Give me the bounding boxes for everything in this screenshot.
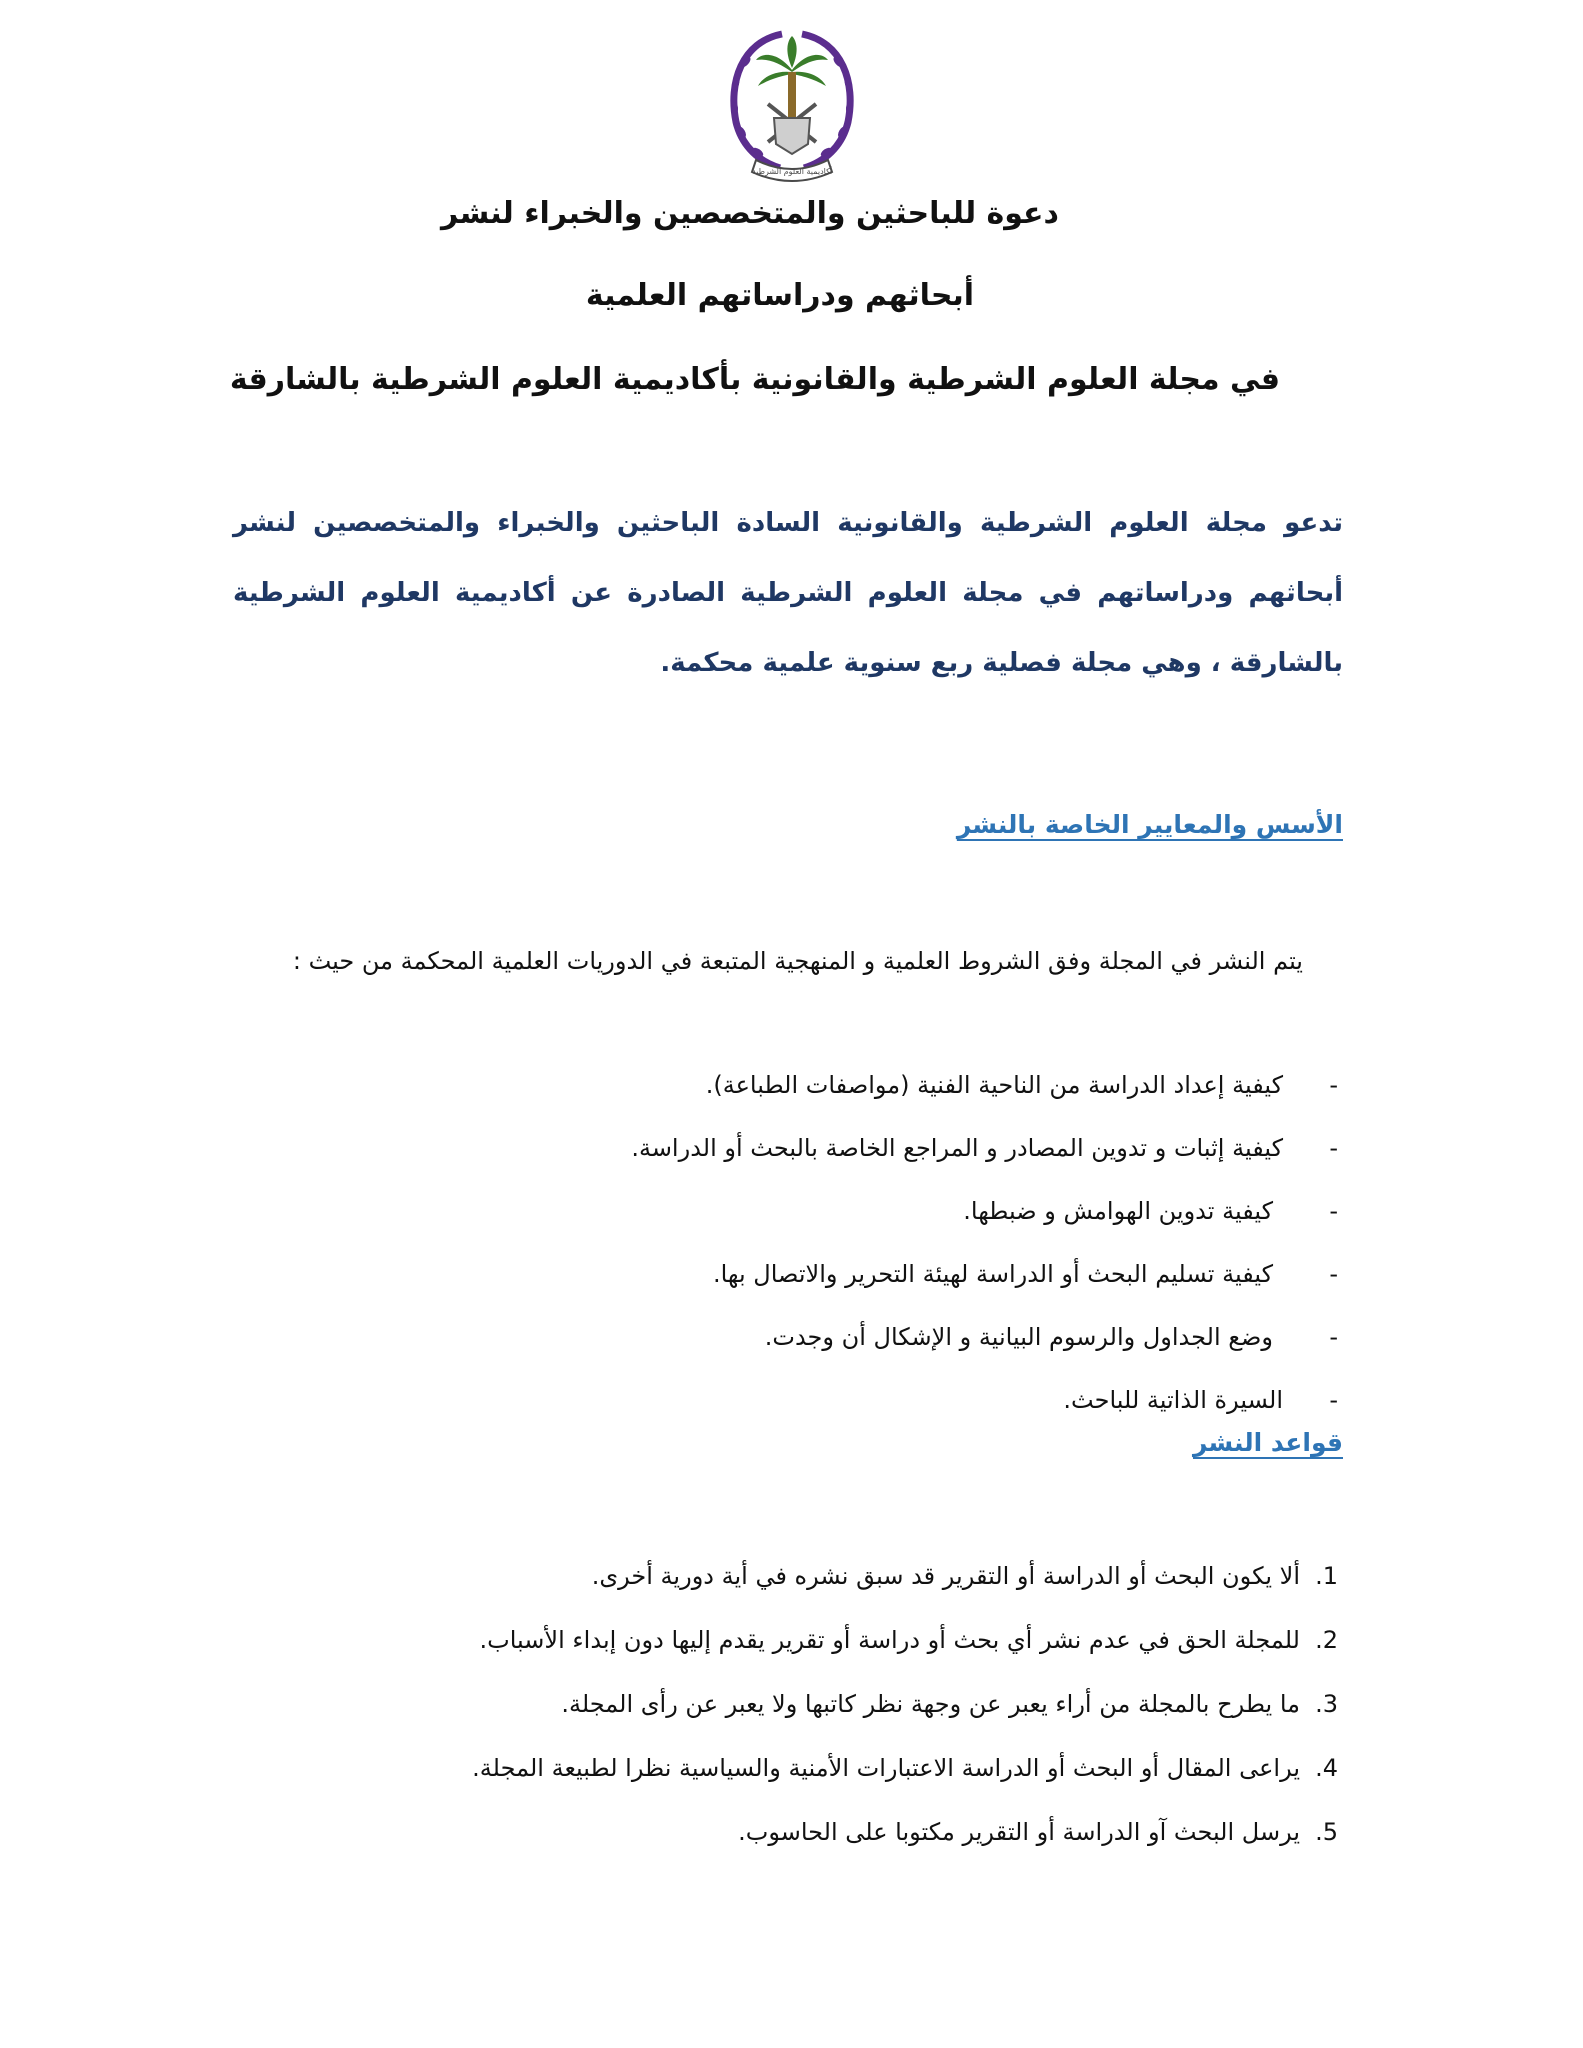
rule-text: للمجلة الحق في عدم نشر أي بحث أو دراسة أو تقرير يقدم إليها دون إبداء الأسباب.	[479, 1626, 1300, 1654]
list-item	[283, 1121, 1338, 1184]
rule-text: يراعى المقال أو البحث أو الدراسة الاعتبارات الأمنية والسياسية نظرا لطبيعة المجلة.	[472, 1754, 1300, 1782]
bullet-marker: -	[1329, 1260, 1338, 1288]
section-heading-publishing-rules: قواعد النشر	[1193, 1428, 1343, 1457]
bullet-marker: -	[1329, 1134, 1338, 1162]
bullet-marker: -	[1329, 1323, 1338, 1351]
rule-number: 1.	[1315, 1562, 1338, 1590]
bullet-marker: -	[1329, 1071, 1338, 1099]
list-item	[258, 1804, 1338, 1868]
seal-text: أكاديمية العلوم الشرطية	[751, 167, 833, 176]
list-item	[283, 1058, 1338, 1121]
title-line-2: أبحاثهم ودراساتهم العلمية	[585, 278, 975, 313]
rule-text: ألا يكون البحث أو الدراسة أو التقرير قد سبق نشره في أية دورية أخرى.	[591, 1562, 1300, 1590]
intro-paragraph: تدعو مجلة العلوم الشرطية والقانونية السادة الباحثين والخبراء والمتخصصين لنشر أبحاثهم ودراساتهم في مجلة العلوم الشرطية الصادرة عن أكاديمية العلوم الشرطية بالشارقة ، وهي مجلة فصلية ربع سنوية علمية محكمة.	[233, 508, 1343, 678]
section-heading-publishing-criteria: الأسس والمعايير الخاصة بالنشر	[956, 810, 1343, 839]
list-item	[283, 1373, 1338, 1436]
list-item	[258, 1548, 1338, 1612]
title-line-3: في مجلة العلوم الشرطية والقانونية بأكاديمية العلوم الشرطية بالشارقة	[229, 362, 1280, 397]
list-item-text: كيفية إثبات و تدوين المصادر و المراجع الخاصة بالبحث أو الدراسة.	[631, 1134, 1283, 1162]
list-item-text: وضع الجداول والرسوم البيانية و الإشكال أن وجدت.	[764, 1323, 1273, 1351]
list-item-text: السيرة الذاتية للباحث.	[1063, 1386, 1283, 1414]
list-item-text: كيفية تسليم البحث أو الدراسة لهيئة التحرير والاتصال بها.	[712, 1260, 1273, 1288]
rules-list	[258, 1548, 1338, 1868]
rule-number: 5.	[1315, 1818, 1338, 1846]
list-item	[258, 1676, 1338, 1740]
bullet-marker: -	[1329, 1197, 1338, 1225]
criteria-paragraph: يتم النشر في المجلة وفق الشروط العلمية و المنهجية المتبعة في الدوريات العلمية المحكمة من حيث :	[292, 947, 1303, 975]
list-item	[258, 1612, 1338, 1676]
rule-number: 2.	[1315, 1626, 1338, 1654]
rule-text: ما يطرح بالمجلة من أراء يعبر عن وجهة نظر كاتبها ولا يعبر عن رأى المجلة.	[561, 1690, 1300, 1718]
criteria-list	[283, 1058, 1338, 1436]
list-item	[283, 1310, 1338, 1373]
list-item	[283, 1247, 1338, 1310]
police-academy-emblem-icon	[722, 22, 862, 192]
list-item-text: كيفية إعداد الدراسة من الناحية الفنية (مواصفات الطباعة).	[705, 1071, 1283, 1099]
rule-number: 3.	[1315, 1690, 1338, 1718]
title-line-1: دعوة للباحثين والمتخصصين والخبراء لنشر	[441, 196, 1059, 231]
list-item	[283, 1184, 1338, 1247]
bullet-marker: -	[1329, 1386, 1338, 1414]
rule-number: 4.	[1315, 1754, 1338, 1782]
rule-text: يرسل البحث آو الدراسة أو التقرير مكتوبا على الحاسوب.	[738, 1818, 1300, 1846]
list-item-text: كيفية تدوين الهوامش و ضبطها.	[963, 1197, 1273, 1225]
list-item	[258, 1740, 1338, 1804]
